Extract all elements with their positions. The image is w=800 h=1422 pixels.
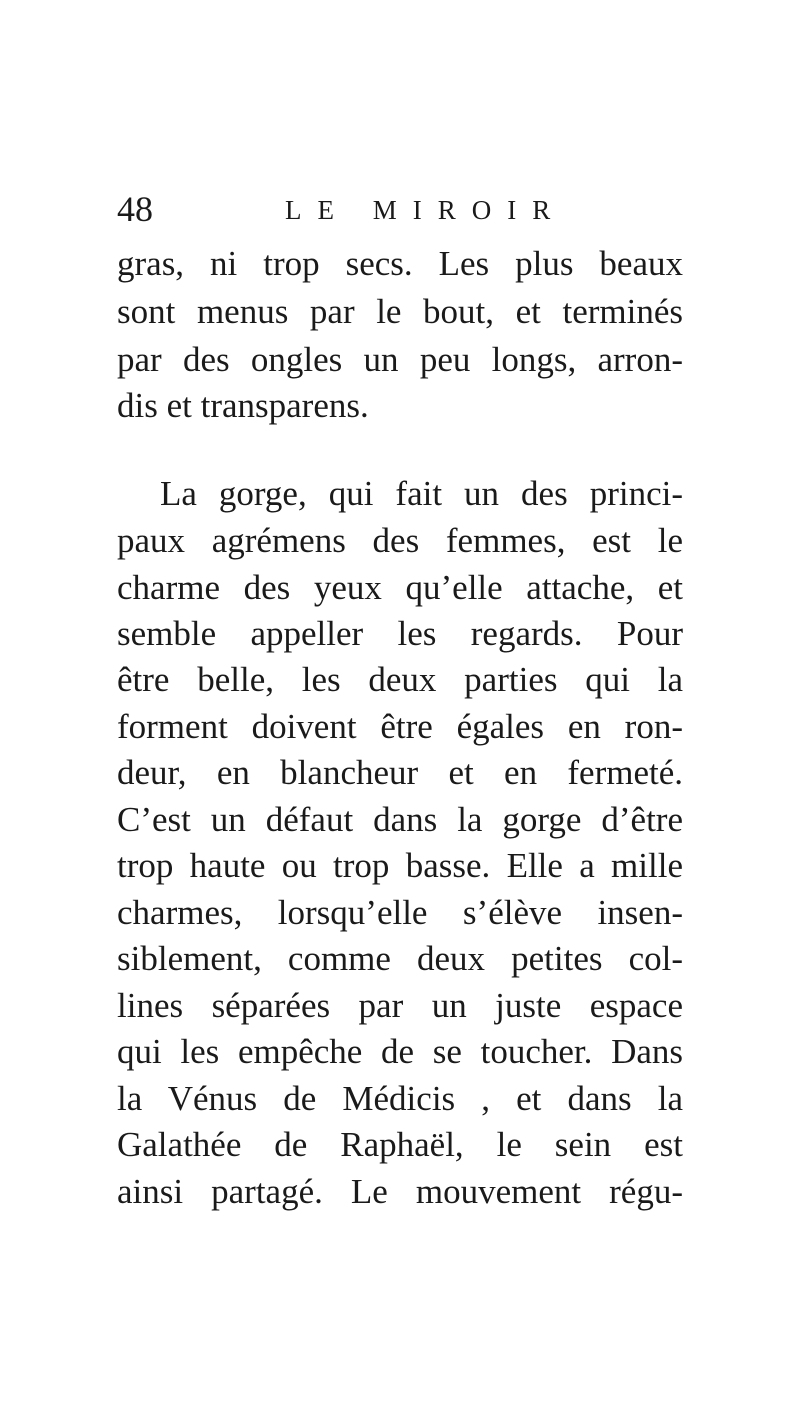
text-line: deur, en blancheur et en fermeté. [117,753,683,792]
text-line: ainsi partagé. Le mouvement régu- [117,1172,683,1211]
text-line: la Vénus de Médicis , et dans la [117,1079,683,1118]
text-line: Galathée de Raphaël, le sein est [117,1125,683,1164]
text-line: C’est un défaut dans la gorge d’être [117,800,683,839]
text-line: La gorge, qui fait un des princi- [160,474,683,513]
text-line: être belle, les deux parties qui la [117,660,683,699]
page-number: 48 [117,189,153,229]
text-line: forment doivent être égales en ron- [117,707,683,746]
page-header [117,186,687,232]
text-line: sont menus par le bout, et terminés [117,292,683,331]
text-line: siblement, comme deux petites col- [117,939,683,978]
text-line: par des ongles un peu longs, arron- [117,340,683,379]
running-title: LE MIROIR [285,195,567,225]
text-line: gras, ni trop secs. Les plus beaux [117,244,683,283]
text-line: lines séparées par un juste espace [117,986,683,1025]
text-line: qui les empêche de se toucher. Dans [117,1032,683,1071]
text-line: paux agrémens des femmes, est le [117,521,683,560]
text-line: semble appeller les regards. Pour [117,614,683,653]
text-line: dis et transparens. [117,386,369,425]
text-line: charmes, lorsqu’elle s’élève insen- [117,893,683,932]
text-line: trop haute ou trop basse. Elle a mille [117,846,683,885]
text-line: charme des yeux qu’elle attache, et [117,568,683,607]
